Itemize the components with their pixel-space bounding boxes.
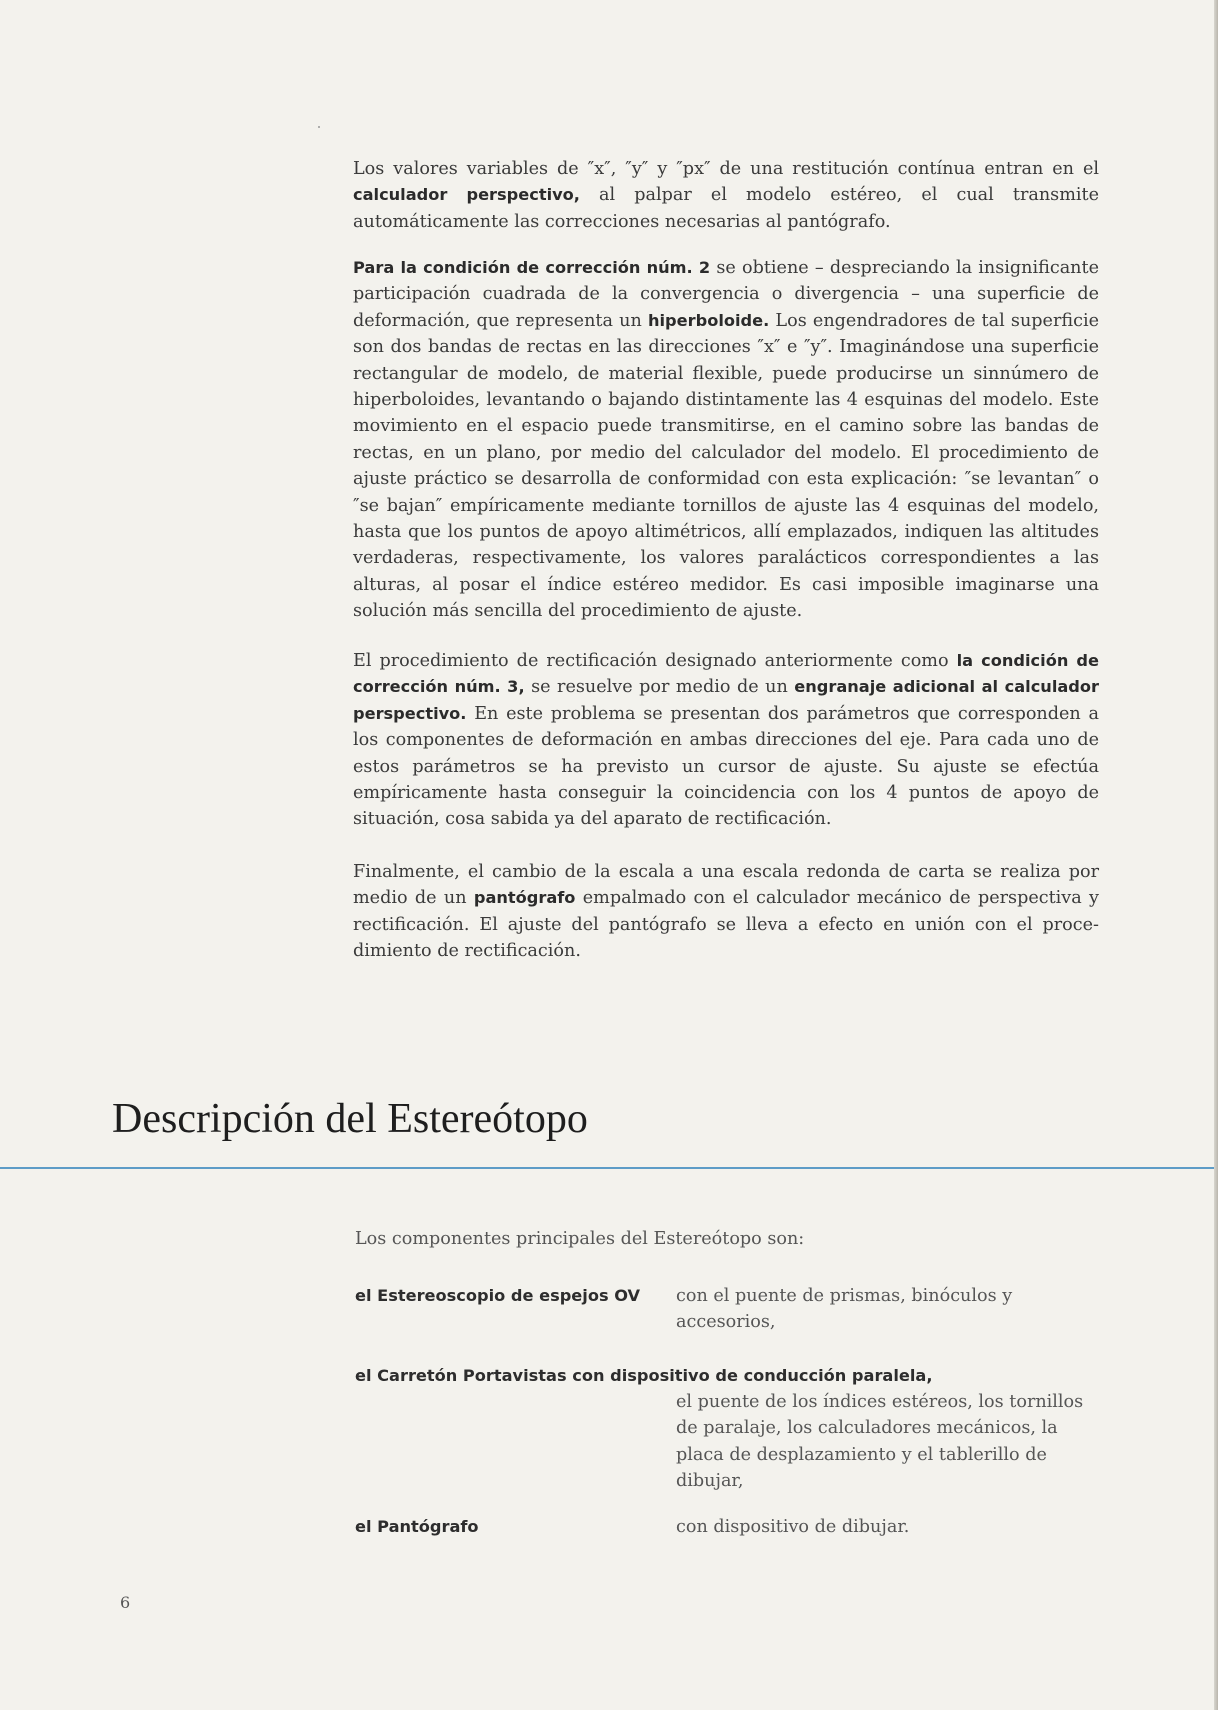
component-desc-pantograph: con dispositivo de dibujar. (676, 1517, 910, 1537)
paragraph-3-bold-a: la condición de corrección núm. 3, (353, 651, 1099, 697)
component-desc-carriage: el puente de los índices estéreos, los tornillos de paralaje, los calculadores mecánicos, la placa de desplazamiento y el tablerillo de dibujar, (676, 1392, 1084, 1492)
paragraph-3-bold-b: engranaje adicional al calculador perspectivo. (353, 677, 1099, 723)
heading-rule (0, 1167, 1214, 1169)
page-edge-shadow (1214, 0, 1218, 1710)
paragraph-1-text-a: Los valores variables de ″x″, ″y″ y ″px″ de una restitución contínua entran en el (353, 159, 1099, 179)
component-label-pantograph: el Pantógrafo (355, 1517, 479, 1536)
paragraph-2-bold-b: hiperboloide. (647, 310, 770, 330)
paper-speck (318, 126, 320, 128)
paragraph-3 (353, 648, 1099, 833)
component-label-stereoscope: el Estereoscopio de espejos OV (355, 1286, 641, 1305)
page-number: 6 (120, 1593, 131, 1612)
paragraph-2-bold-a: Para la condición de corrección núm. 2 (353, 258, 711, 277)
section-heading: Descripción del Estereótopo (112, 1096, 588, 1142)
component-desc-stereoscope: con el puente de prismas, binóculos y accesorios, (676, 1286, 1013, 1333)
paragraph-3-text-a: El procedimiento de rectificación designado anteriormente como (353, 651, 957, 671)
paragraph-4 (353, 859, 1099, 965)
paragraph-1-text-b: al palpar el modelo estéreo, el cual transmite automáticamente las correcciones necesarias al pantógrafo. (353, 185, 1099, 232)
paragraph-1 (353, 156, 1099, 235)
paragraph-3-text-b: se resuelve por medio de un (524, 677, 795, 698)
paragraph-2-text-a: se obtiene – despreciando la insignificante participación cuadrada de la convergencia o divergencia – una superficie de deformación, que representa un (353, 258, 1099, 331)
paragraph-4-text-a: Finalmente, el cambio de la escala a una escala redonda de carta se realiza por medio de un (353, 862, 1099, 909)
components-intro: Los componentes principales del Estereótopo son: (355, 1229, 805, 1249)
paragraph-4-bold-a: pantógrafo (473, 888, 576, 908)
paragraph-1-bold-a: calculador perspectivo, (353, 185, 580, 205)
component-label-carriage: el Carretón Portavistas con dispositivo de conducción paralela, (355, 1366, 933, 1385)
paragraph-2-text-b: Los engendradores de tal superficie son dos bandas de rectas en las direcciones ″x″ e ″y″. Imaginándose una superficie rectangular de modelo, de material flexible, puede producirse un sinnúmero de hiperboloides, levantando o bajando distintamente las 4 esquinas del modelo. Este movimiento en el espacio puede transmitirse, en el camino sobre las bandas de rectas, en un plano, por medio del calculador del modelo. El procedimiento de ajuste práctico se desarrolla de conformidad con esta explicación: ″se levantan″ o ″se bajan″ empíricamente mediante tornillos de ajuste las 4 esquinas del modelo, hasta que los puntos de apoyo altimétricos, allí emplazados, indiquen las altitudes verdaderas, respectivamente, los valores paralácticos correspondientes a las alturas, al posar el índice estéreo medidor. Es casi imposible imaginarse una solución más sencilla del procedimiento de ajuste. (353, 310, 1099, 622)
paragraph-3-text-c: En este problema se presentan dos parámetros que corresponden a los componentes de deformación en ambas direcciones del eje. Para cada uno de estos parámetros se ha previsto un cursor de ajuste. Su ajuste se efectúa empíricamente hasta conseguir la coincidencia con los 4 puntos de apoyo de situación, cosa sabida ya del aparato de rectificación. (353, 703, 1099, 830)
paragraph-2 (353, 255, 1099, 625)
paragraph-4-text-b: empalmado con el calculador mecánico de perspectiva y rectificación. El ajuste del pantógrafo se lleva a efecto en unión con el procedimiento de rectificación. (353, 888, 1099, 962)
